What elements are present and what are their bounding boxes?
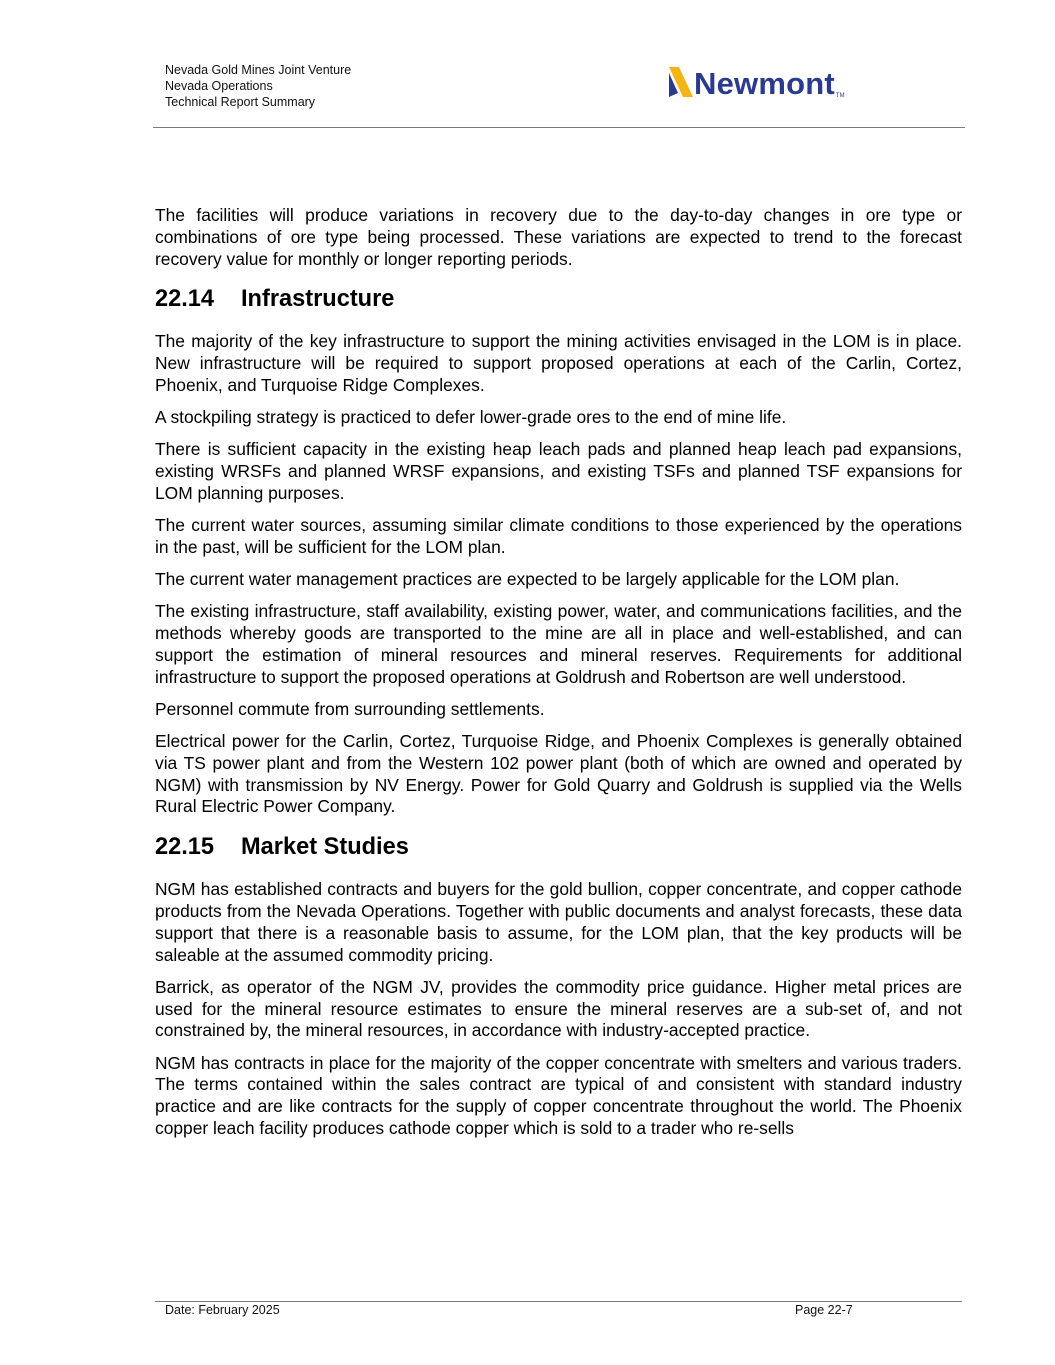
- section-number: 22.14: [155, 286, 215, 313]
- section-title: Market Studies: [241, 834, 409, 861]
- paragraph: A stockpiling strategy is practiced to defer lower-grade ores to the end of mine life.: [155, 407, 787, 428]
- paragraph: Personnel commute from surrounding settlements.: [155, 698, 545, 719]
- header-line-operations: Nevada Operations: [165, 79, 273, 93]
- logo-wordmark: Newmont: [694, 66, 835, 101]
- document-body: [155, 205, 962, 1150]
- header-text-block: [165, 62, 351, 110]
- intro-paragraph: The facilities will produce variations in recovery due to the day-to-day changes in ore type or combinations of ore type being processed. These variations are expected to trend to the forecast recovery value for monthly or longer reporting periods.: [155, 205, 962, 269]
- paragraph: Barrick, as operator of the NGM JV, provides the commodity price guidance. Higher metal prices are used for the mineral resource estimates to ensure the mineral reserves are a sub-set of, and not constrained by, the mineral resources, in accordance with industry-accepted practice.: [155, 976, 962, 1041]
- header-line-company: Nevada Gold Mines Joint Venture: [165, 63, 352, 77]
- paragraph: There is sufficient capacity in the existing heap leach pads and planned heap leach pad expansions, existing WRSFs and planned WRSF expansions, and existing TSFs and planned TSF expansions for LOM planning purposes.: [155, 439, 962, 503]
- footer-date: Date: February 2025: [165, 1303, 280, 1317]
- paragraph: The current water management practices are expected to be largely applicable for the LOM plan.: [155, 569, 900, 590]
- section-heading-infrastructure: [155, 284, 962, 314]
- logo-trademark: TM: [835, 93, 845, 99]
- header-divider: [153, 127, 965, 128]
- paragraph: NGM has established contracts and buyers for the gold bullion, copper concentrate, and copper cathode products from the Nevada Operations. Together with public documents and analyst forecasts, these data support that there is a reasonable basis to assume, for the LOM plan, that the key products will be saleable at the assumed commodity pricing.: [155, 879, 962, 965]
- paragraph: The current water sources, assuming similar climate conditions to those experienced by the operations in the past, will be sufficient for the LOM plan.: [155, 515, 962, 557]
- footer-page-number: Page 22-7: [795, 1303, 853, 1317]
- section-number: 22.15: [155, 834, 215, 861]
- paragraph: The majority of the key infrastructure to support the mining activities envisaged in the LOM is in place. New infrastructure will be required to support proposed operations at each of the Carlin, Cortez, Phoenix, and Turquoise Ridge Complexes.: [155, 331, 962, 395]
- newmont-chevron-icon: [669, 67, 693, 99]
- section-title: Infrastructure: [241, 286, 395, 313]
- paragraph: The existing infrastructure, staff availability, existing power, water, and communications facilities, and the methods whereby goods are transported to the mine are all in place and well-established, and can support the estimation of mineral resources and mineral reserves. Requirements for additional infrastructure to support the proposed operations at Goldrush and Robertson are well understood.: [155, 601, 962, 687]
- newmont-logo: [669, 66, 845, 102]
- paragraph: Electrical power for the Carlin, Cortez, Turquoise Ridge, and Phoenix Complexes is generally obtained via TS power plant and from the Western 102 power plant (both of which are owned and operated by NGM) with transmission by NV Energy. Power for Gold Quarry and Goldrush is supplied via the Wells Rural Electric Power Company.: [155, 731, 962, 817]
- paragraph: NGM has contracts in place for the majority of the copper concentrate with smelters and various traders. The terms contained within the sales contract are typical of and consistent with standard industry practice and are like contracts for the supply of copper concentrate throughout the world. The Phoenix copper leach facility produces cathode copper which is sold to a trader who re-sells: [155, 1052, 962, 1139]
- section-heading-market-studies: [155, 832, 962, 862]
- header-line-report: Technical Report Summary: [165, 95, 316, 109]
- footer-divider: [155, 1301, 962, 1302]
